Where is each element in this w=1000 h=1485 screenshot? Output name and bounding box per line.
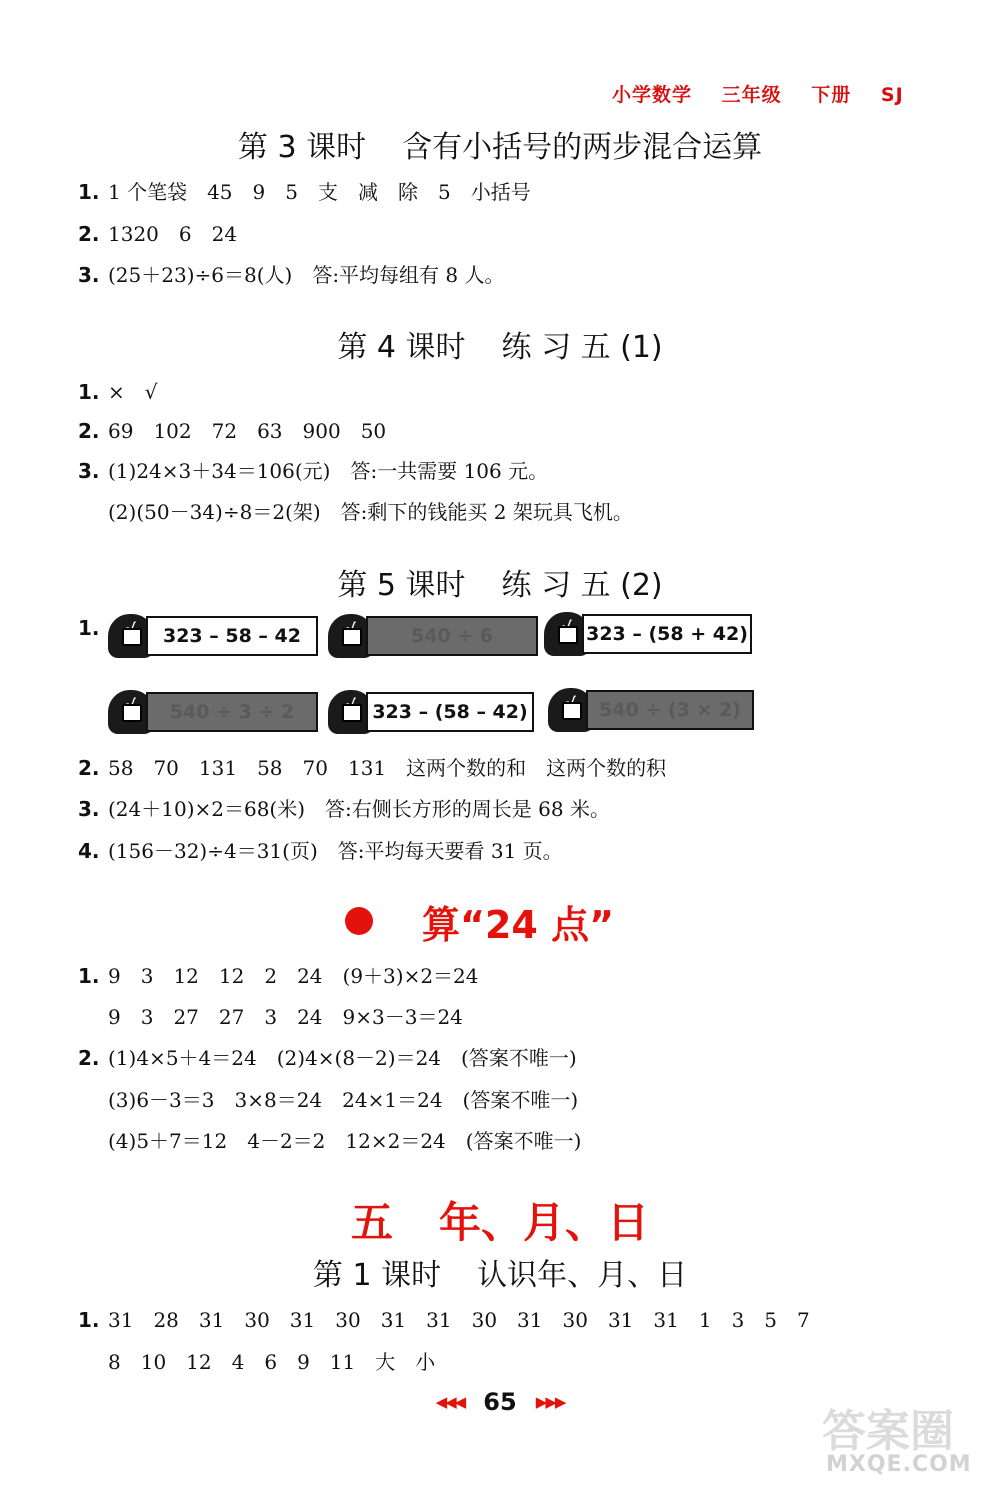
item-number: 2. (78, 222, 100, 246)
lesson4-title-topic: 练 习 五 (1) (501, 330, 663, 365)
expression-text: 540 ÷ 6 (366, 616, 538, 656)
points24-item-2 (78, 1042, 577, 1071)
lesson5-title-number: 第 5 课时 (337, 568, 466, 603)
points24-item-1 (78, 960, 479, 989)
header-tag-volume: 下册 (811, 84, 852, 106)
item-number: 3. (78, 797, 100, 821)
lesson3-title (0, 122, 1000, 166)
right-arrows-icon: ▶▶▶ (535, 1393, 565, 1411)
lesson5-title-topic: 练 习 五 (2) (501, 568, 663, 603)
item-number: 2. (78, 1046, 100, 1070)
item-text: × √ (108, 380, 158, 404)
unit5-title (0, 1190, 1000, 1250)
lesson4-item-3-line-2: (2)(50－34)÷8＝2(架) 答:剩下的钱能买 2 架玩具飞机。 (108, 500, 633, 524)
item-text: (25＋23)÷6＝8(人) 答:平均每组有 8 人。 (108, 263, 505, 287)
header-subject-tags (612, 80, 904, 107)
unit5-lesson1-topic: 认识年、月、日 (477, 1258, 688, 1293)
red-bullet-icon (345, 907, 373, 935)
item-number: 1. (78, 616, 100, 640)
lesson3-item-2 (78, 218, 237, 247)
points24-item-2-line-2: (3)6－3＝3 3×8＝24 24×1＝24 (答案不唯一) (108, 1088, 579, 1112)
item-number: 3. (78, 459, 100, 483)
lesson4-item-2 (78, 415, 386, 444)
lesson3-item-1 (78, 176, 531, 205)
item-number: 1. (78, 380, 100, 404)
points24-title: 算“24 点” (422, 903, 615, 947)
points24-item-1-line-2: 9 3 27 27 3 24 9×3－3＝24 (108, 1005, 463, 1029)
item-text: (24＋10)×2＝68(米) 答:右侧长方形的周长是 68 米。 (108, 797, 610, 821)
lesson5-title (0, 560, 1000, 604)
lesson3-title-number: 第 3 课时 (237, 130, 367, 165)
watermark-url: MXQE.COM (826, 1452, 972, 1477)
lesson4-item-1 (78, 376, 158, 405)
expression-text: 323 – 58 – 42 (146, 616, 318, 656)
header-tag-edition: SJ (880, 84, 904, 106)
expression-text: 323 – (58 + 42) (582, 614, 752, 654)
item-number: 3. (78, 263, 100, 287)
item-text: 58 70 131 58 70 131 这两个数的和 这两个数的积 (108, 756, 667, 780)
item-number: 2. (78, 419, 100, 443)
header-tag-grade: 三年级 (721, 84, 782, 106)
item-number: 1. (78, 180, 100, 204)
unit5-lesson1-number: 第 1 课时 (312, 1258, 442, 1293)
watermark-logo: 答案圈 (822, 1406, 954, 1457)
item-number: 1. (78, 1308, 100, 1332)
points24-item-2-line-3: (4)5＋7＝12 4－2＝2 12×2＝24 (答案不唯一) (108, 1129, 582, 1153)
item-number: 2. (78, 756, 100, 780)
item-number: 4. (78, 839, 100, 863)
lesson3-title-topic: 含有小括号的两步混合运算 (402, 130, 763, 165)
lesson5-item-4 (78, 835, 563, 864)
lesson4-item-3 (78, 455, 548, 484)
unit5-item-1 (78, 1304, 810, 1333)
item-text: (156－32)÷4＝31(页) 答:平均每天要看 31 页。 (108, 839, 563, 863)
unit5-lesson1-title (0, 1250, 1000, 1294)
item-text: (1)4×5＋4＝24 (2)4×(8－2)＝24 (答案不唯一) (108, 1046, 577, 1070)
unit5-title-number: 五 (350, 1198, 393, 1247)
left-arrows-icon: ◀◀◀ (435, 1393, 465, 1411)
page-number: 65 (483, 1388, 517, 1416)
expression-text: 540 ÷ 3 ÷ 2 (146, 692, 318, 732)
item-text: 1320 6 24 (108, 222, 238, 246)
header-tag-subject: 小学数学 (612, 84, 693, 106)
lesson5-item-1-number (78, 616, 108, 640)
item-text: (1)24×3＋34＝106(元) 答:一共需要 106 元。 (108, 459, 549, 483)
item-text: 9 3 12 12 2 24 (9＋3)×2＝24 (108, 964, 479, 988)
lesson3-item-3 (78, 259, 505, 288)
unit5-item-1-line-2: 8 10 12 4 6 9 11 大 小 (108, 1350, 436, 1374)
item-text: 31 28 31 30 31 30 31 31 30 31 30 31 31 1 3 5 7 (108, 1308, 810, 1332)
lesson4-title-number: 第 4 课时 (337, 330, 466, 365)
item-text: 69 102 72 63 900 50 (108, 419, 387, 443)
expression-text: 323 – (58 – 42) (366, 692, 534, 732)
lesson4-title (0, 322, 1000, 366)
item-text: 1 个笔袋 45 9 5 支 减 除 5 小括号 (108, 180, 531, 204)
expression-text: 540 ÷ (3 × 2) (586, 690, 754, 730)
lesson5-item-3 (78, 793, 610, 822)
item-number: 1. (78, 964, 100, 988)
lesson5-item-2 (78, 752, 666, 781)
unit5-title-topic: 年、月、日 (439, 1198, 650, 1247)
